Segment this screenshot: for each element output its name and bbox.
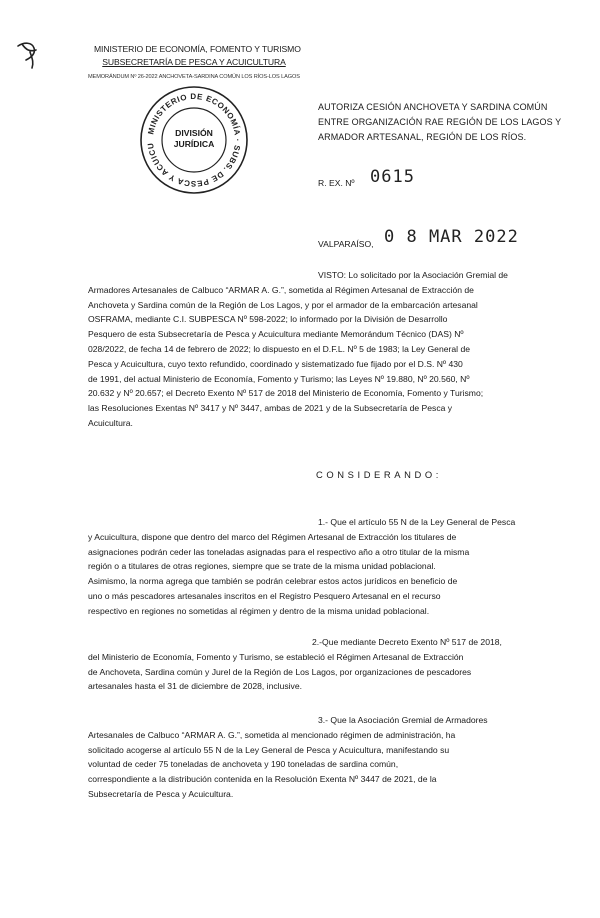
visto-line: Pesca y Acuicultura, cuyo texto refundido, coordinado y sistematizado fue fijado por el D.S. Nº 430 [88,358,463,369]
rex-label: R. EX. Nº [318,178,355,188]
memo-reference: MEMORÁNDUM Nº 26-2022 ANCHOVETA-SARDINA COMÚN LOS RÍOS-LOS LAGOS [88,74,300,80]
paragraph-line: Artesanales de Calbuco “ARMAR A. G.”, sometida al mencionado régimen de administración, ha [88,729,456,740]
visto-line: Armadores Artesanales de Calbuco “ARMAR A. G.”, sometida al Régimen Artesanal de Extracción de [88,284,474,295]
visto-paragraph [88,268,572,431]
visto-line: VISTO: Lo solicitado por la Asociación Gremial de [318,270,508,280]
paragraph-line: artesanales hasta el 31 de diciembre de 2028, inclusive. [88,681,303,692]
visto-line: OSFRAMA, mediante C.I. SUBPESCA Nº 598-2022; lo informado por la División de Desarrollo [88,314,448,325]
svg-text:MINISTERIO DE ECONOMÍA · SUBS.: MINISTERIO DE ECONOMÍA · SUBS. DE PESCA Y ACUICU [146,91,243,189]
letterhead [94,44,301,67]
paragraph-line: Asimismo, la norma agrega que también se podrán celebrar estos actos jurídicos en beneficio de [88,576,458,587]
signature-mark [12,38,46,70]
visto-line: 028/2022, de fecha 14 de febrero de 2022; lo dispuesto en el D.F.L. Nº 5 de 1983; la Ley General de [88,343,471,354]
paragraph-line: 3.- Que la Asociación Gremial de Armadores [318,715,488,725]
visto-line: Acuicultura. [88,417,133,428]
visto-line: Anchoveta y Sardina común de la Región de Los Lagos, y por el armador de la embarcación artesanal [88,299,478,310]
stamp-line-juridica: JURÍDICA [173,139,215,149]
title-line: ARMADOR ARTESANAL, REGIÓN DE LOS RÍOS. [318,132,527,142]
paragraph-line: respectivo en regiones no sometidas al régimen y dentro de la misma unidad poblacional. [88,605,430,616]
visto-line: Pesquero de esta Subsecretaría de Pesca y Acuicultura mediante Memorándum Técnico (DAS) Nº [88,329,464,340]
paragraph-line: y Acuicultura, dispone que dentro del marco del Régimen Artesanal de Extracción los titulares de [88,531,457,542]
visto-line: de 1991, del actual Ministerio de Economía, Fomento y Turismo; las Leyes Nº 19.880, Nº 20.560, Nº [88,373,470,384]
title-line: ENTRE ORGANIZACIÓN RAE REGIÓN DE LOS LAGOS Y [318,117,562,127]
title-line: AUTORIZA CESIÓN ANCHOVETA Y SARDINA COMÚN [318,102,548,112]
date-stamp: 0 8 MAR 2022 [384,227,519,247]
considerando-heading: CONSIDERANDO: [316,469,442,480]
paragraph-line: voluntad de ceder 75 toneladas de anchoveta y 190 toneladas de sardina común, [88,759,399,770]
date-city: VALPARAÍSO, [318,239,374,249]
visto-line: 20.632 y Nº 20.657; el Decreto Exento Nº 517 de 2018 del Ministerio de Economía, Fomento y Turismo; [88,388,484,399]
resolution-title [318,100,578,145]
visto-line: las Resoluciones Exentas Nº 3417 y Nº 3447, ambas de 2021 y de la Subsecretaría de Pesca y [88,403,453,414]
paragraph-line: de Anchoveta, Sardina común y Jurel de la Región de Los Lagos, por organizaciones de pescadores [88,666,472,677]
division-juridica-stamp [138,84,250,196]
considerando-paragraph-3 [88,713,572,802]
considerando-paragraph-1 [88,515,572,619]
stamp-line-division: DIVISIÓN [175,128,213,138]
paragraph-line: correspondiente a la distribución contenida en la Resolución Exenta Nº 3447 de 2021, de la [88,774,437,785]
paragraph-line: 2.-Que mediante Decreto Exento Nº 517 de 2018, [312,637,502,647]
paragraph-line: Subsecretaría de Pesca y Acuicultura. [88,788,234,799]
subsecretaria-name: SUBSECRETARÍA DE PESCA Y ACUICULTURA [102,57,286,67]
rex-number: 0615 [370,167,415,187]
paragraph-line: asignaciones podrán ceder las toneladas asignadas para el respectivo año a otro titular de la misma [88,546,470,557]
paragraph-line: 1.- Que el artículo 55 N de la Ley General de Pesca [318,517,516,527]
paragraph-line: del Ministerio de Economía, Fomento y Turismo, se estableció el Régimen Artesanal de Extracción [88,651,464,662]
considerando-paragraph-2 [88,635,572,694]
paragraph-line: solicitado acogerse al artículo 55 N de la Ley General de Pesca y Acuicultura, manifestando su [88,744,450,755]
paragraph-line: región o a titulares de otras regiones, siempre que se trate de la misma unidad poblacional. [88,561,436,572]
ministry-name: MINISTERIO DE ECONOMÍA, FOMENTO Y TURISMO [94,44,301,54]
paragraph-line: uno o más pescadores artesanales inscritos en el Registro Pesquero Artesanal en el recurso [88,590,441,601]
